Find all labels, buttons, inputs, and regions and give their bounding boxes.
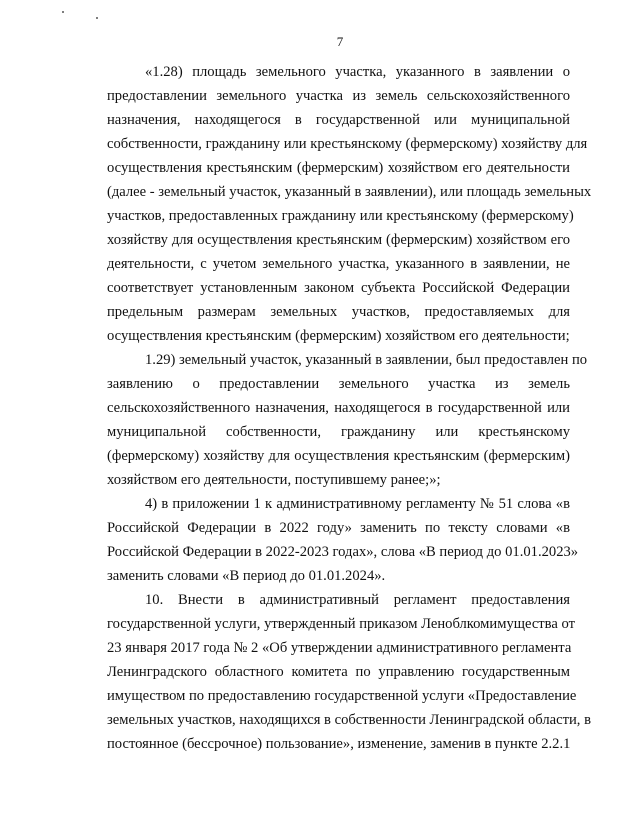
text-line: сельскохозяйственного назначения, находящегося в государственной или xyxy=(107,400,570,416)
text-line: постоянное (бессрочное) пользование», изменение, заменив в пункте 2.2.1 xyxy=(107,736,571,752)
text-line: участков, предоставленных гражданину или крестьянскому (фермерскому) xyxy=(107,208,574,224)
text-line: 10. Внести в административный регламент предоставления xyxy=(145,592,570,608)
scan-speck xyxy=(62,11,64,13)
text-line: предоставлении земельного участка из земель сельскохозяйственного xyxy=(107,88,570,104)
text-line: осуществления крестьянским (фермерским) хозяйством его деятельности xyxy=(107,160,570,176)
text-line: собственности, гражданину или крестьянскому (фермерскому) хозяйству для xyxy=(107,136,588,152)
text-line: 23 января 2017 года № 2 «Об утверждении административного регламента xyxy=(107,640,572,656)
text-line: (далее - земельный участок, указанный в заявлении), или площадь земельных xyxy=(107,184,592,200)
text-line: предельным размерам земельных участков, предоставляемых для xyxy=(107,304,570,320)
text-line: 4) в приложении 1 к административному регламенту № 51 слова «в xyxy=(145,496,570,512)
text-line: заявлению о предоставлении земельного участка из земель xyxy=(107,376,570,392)
text-line: осуществления крестьянским (фермерским) хозяйством его деятельности; xyxy=(107,328,570,344)
text-line: имуществом по предоставлению государственной услуги «Предоставление xyxy=(107,688,577,704)
text-line: «1.28) площадь земельного участка, указанного в заявлении о xyxy=(145,64,570,80)
text-line: муниципальной собственности, гражданину или крестьянскому xyxy=(107,424,570,440)
text-line: заменить словами «В период до 01.01.2024». xyxy=(107,568,386,584)
text-line: земельных участков, находящихся в собственности Ленинградской области, в xyxy=(107,712,591,728)
text-line: Ленинградского областного комитета по управлению государственным xyxy=(107,664,570,680)
text-line: хозяйству для осуществления крестьянским (фермерским) хозяйством его xyxy=(107,232,570,248)
text-line: хозяйством его деятельности, поступившему ранее;»; xyxy=(107,472,441,488)
text-line: назначения, находящегося в государственной или муниципальной xyxy=(107,112,570,128)
text-line: соответствует установленным законом субъекта Российской Федерации xyxy=(107,280,570,296)
scan-speck xyxy=(96,17,98,19)
text-line: государственной услуги, утвержденный приказом Леноблкомимущества от xyxy=(107,616,575,632)
text-line: деятельности, с учетом земельного участка, указанного в заявлении, не xyxy=(107,256,570,272)
page-number: 7 xyxy=(336,34,344,49)
text-line: Российской Федерации в 2022-2023 годах», слова «В период до 01.01.2023» xyxy=(107,544,579,560)
text-line: Российской Федерации в 2022 году» заменить по тексту словами «в xyxy=(107,520,570,536)
text-line: 1.29) земельный участок, указанный в заявлении, был предоставлен по xyxy=(145,352,588,368)
text-line: (фермерскому) хозяйству для осуществления крестьянским (фермерским) xyxy=(107,448,570,464)
